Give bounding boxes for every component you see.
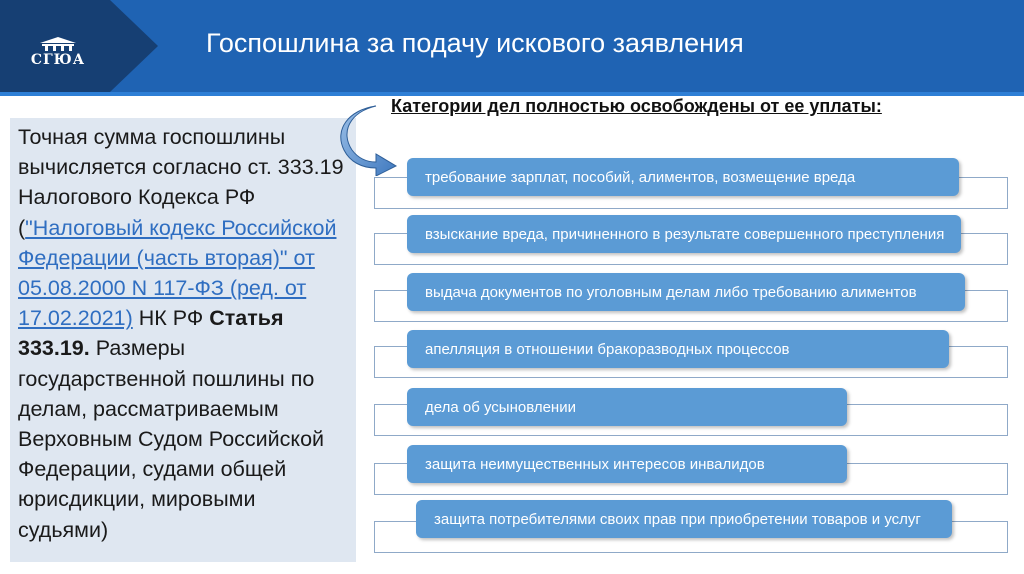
category-item: выдача документов по уголовным делам либо требованию алиментов bbox=[407, 273, 965, 311]
category-item: дела об усыновлении bbox=[407, 388, 847, 426]
after-link-text: НК РФ bbox=[132, 306, 210, 331]
tax-code-link[interactable]: "Налоговый кодекс Российской Федерации (часть вторая)" от 05.08.2000 N 117-ФЗ (ред. от 17.02.2021) bbox=[18, 215, 337, 331]
building-emblem-icon bbox=[36, 36, 80, 52]
logo-chevron-shape bbox=[0, 0, 160, 92]
logo-text: СГЮА bbox=[30, 52, 86, 68]
article-text: Размеры государственной пошлины по делам, рассматриваемым Верховным Судом Российской Федерации, судами общей юрисдикции, мировыми судьями) bbox=[18, 336, 325, 542]
left-text-panel bbox=[10, 118, 356, 562]
category-item: взыскание вреда, причиненного в результате совершенного преступления bbox=[407, 215, 961, 253]
categories-heading: Категории дел полностью освобождены от ее уплаты: bbox=[391, 96, 882, 116]
left-panel-paragraph bbox=[18, 122, 350, 545]
category-item: апелляция в отношении бракоразводных процессов bbox=[407, 330, 949, 368]
article-number: Статья 333.19. bbox=[18, 306, 284, 361]
page-title: Госпошлина за подачу искового заявления bbox=[206, 28, 744, 58]
category-item: защита потребителями своих прав при приобретении товаров и услуг bbox=[416, 500, 952, 538]
category-item: защита неимущественных интересов инвалидов bbox=[407, 445, 847, 483]
category-item: требование зарплат, пособий, алиментов, возмещение вреда bbox=[407, 158, 959, 196]
intro-text: Точная сумма госпошлины вычисляется согласно ст. 333.19 Налогового Кодекса РФ ( bbox=[18, 125, 344, 240]
